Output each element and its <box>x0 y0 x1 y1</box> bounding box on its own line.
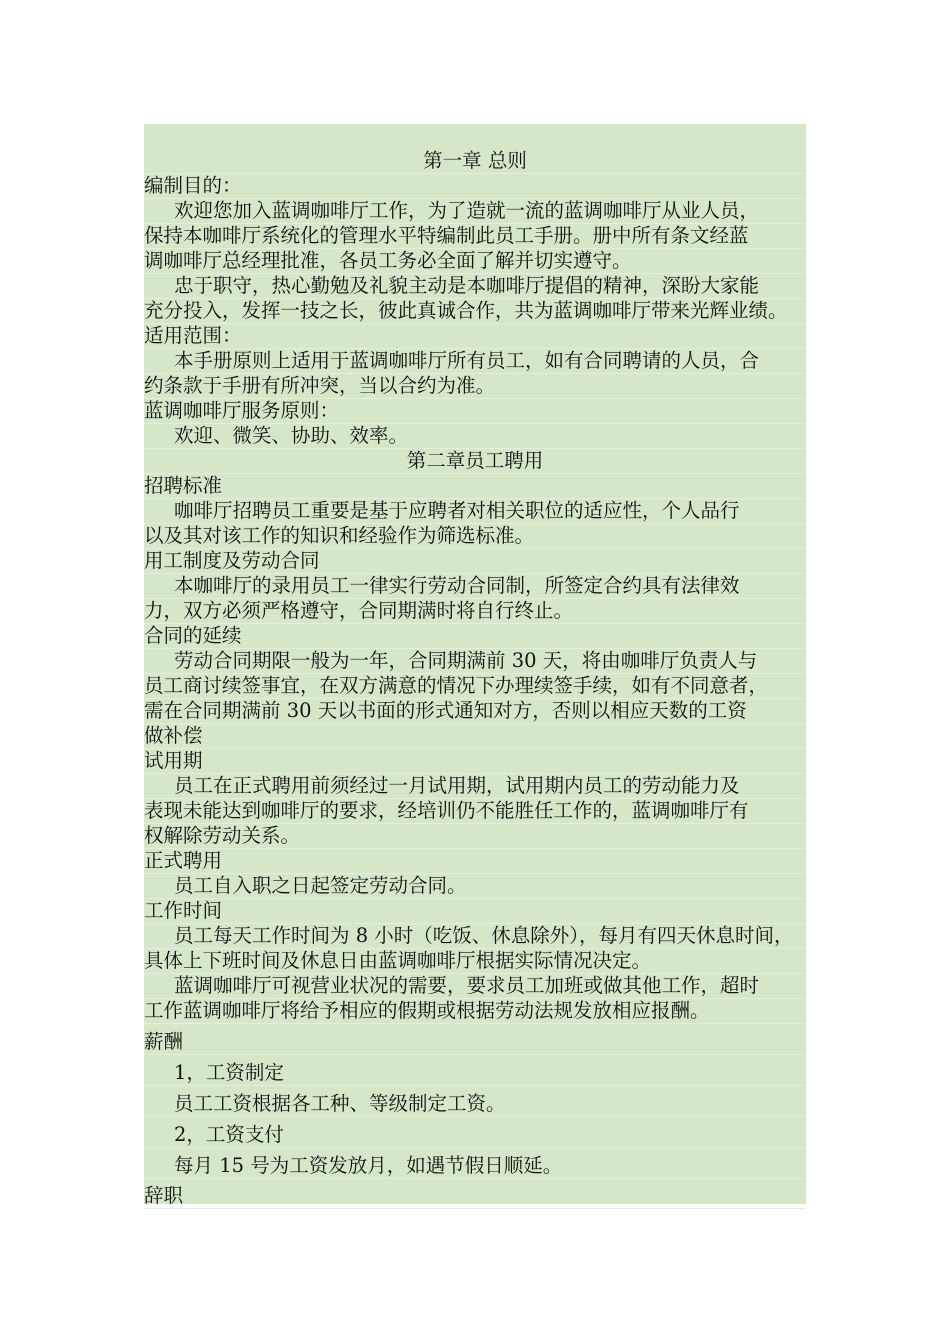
paragraph-line: 员工工资根据各工种、等级制定工资。 <box>144 1091 806 1117</box>
contract-heading: 用工制度及劳动合同 <box>144 548 806 574</box>
scope-heading: 适用范围： <box>144 323 806 349</box>
paragraph-line: 本手册原则上适用于蓝调咖啡厅所有员工，如有合同聘请的人员，合 <box>144 348 806 374</box>
purpose-heading: 编制目的： <box>144 173 806 199</box>
principle-heading: 蓝调咖啡厅服务原则： <box>144 398 806 424</box>
renew-heading: 合同的延续 <box>144 623 806 649</box>
paragraph-line: 员工商讨续签事宜，在双方满意的情况下办理续签手续，如有不同意者， <box>144 673 806 699</box>
paragraph-line: 力，双方必须严格遵守，合同期满时将自行终止。 <box>144 598 806 624</box>
paragraph-line: 具体上下班时间及休息日由蓝调咖啡厅根据实际情况决定。 <box>144 948 806 974</box>
paragraph-line: 约条款于手册有所冲突，当以合约为准。 <box>144 373 806 399</box>
paragraph-line: 保持本咖啡厅系统化的管理水平特编制此员工手册。册中所有条文经蓝 <box>144 223 806 249</box>
chapter-2-title: 第二章员工聘用 <box>144 448 806 474</box>
paragraph-line: 每月 15 号为工资发放月，如遇节假日顺延。 <box>144 1153 806 1179</box>
paragraph-line: 调咖啡厅总经理批准，各员工务必全面了解并切实遵守。 <box>144 248 806 274</box>
recruit-heading: 招聘标准 <box>144 473 806 499</box>
probation-heading: 试用期 <box>144 748 806 774</box>
paragraph-line: 以及其对该工作的知识和经验作为筛选标准。 <box>144 523 806 549</box>
paragraph-line: 需在合同期满前 30 天以书面的形式通知对方，否则以相应天数的工资 <box>144 698 806 724</box>
paragraph-line: 咖啡厅招聘员工重要是基于应聘者对相关职位的适应性，个人品行 <box>144 498 806 524</box>
paragraph-line: 充分投入，发挥一技之长，彼此真诚合作，共为蓝调咖啡厅带来光辉业绩。 <box>144 298 806 324</box>
paragraph-line: 蓝调咖啡厅可视营业状况的需要，要求员工加班或做其他工作，超时 <box>144 973 806 999</box>
paragraph-line: 劳动合同期限一般为一年，合同期满前 30 天，将由咖啡厅负责人与 <box>144 648 806 674</box>
paragraph-line: 欢迎您加入蓝调咖啡厅工作，为了造就一流的蓝调咖啡厅从业人员， <box>144 198 806 224</box>
formal-heading: 正式聘用 <box>144 848 806 874</box>
paragraph-line: 表现未能达到咖啡厅的要求，经培训仍不能胜任工作的，蓝调咖啡厅有 <box>144 798 806 824</box>
resign-heading: 辞职 <box>144 1183 806 1209</box>
document-page <box>144 124 806 1207</box>
paragraph-line: 本咖啡厅的录用员工一律实行劳动合同制，所签定合约具有法律效 <box>144 573 806 599</box>
paragraph-line: 员工自入职之日起签定劳动合同。 <box>144 873 806 899</box>
paragraph-line: 权解除劳动关系。 <box>144 823 806 849</box>
paragraph-line: 员工在正式聘用前须经过一月试用期，试用期内员工的劳动能力及 <box>144 773 806 799</box>
paragraph-line: 员工每天工作时间为 8 小时（吃饭、休息除外），每月有四天休息时间， <box>144 923 806 949</box>
chapter-1-title: 第一章 总则 <box>144 148 806 174</box>
salary-item: 2，工资支付 <box>144 1122 806 1148</box>
salary-item: 1，工资制定 <box>144 1060 806 1086</box>
paragraph-line: 做补偿 <box>144 723 806 749</box>
paragraph-line: 欢迎、微笑、协助、效率。 <box>144 423 806 449</box>
paragraph-line: 忠于职守，热心勤勉及礼貌主动是本咖啡厅提倡的精神，深盼大家能 <box>144 273 806 299</box>
hours-heading: 工作时间 <box>144 898 806 924</box>
paragraph-line: 工作蓝调咖啡厅将给予相应的假期或根据劳动法规发放相应报酬。 <box>144 998 806 1024</box>
salary-heading: 薪酬 <box>144 1029 806 1055</box>
